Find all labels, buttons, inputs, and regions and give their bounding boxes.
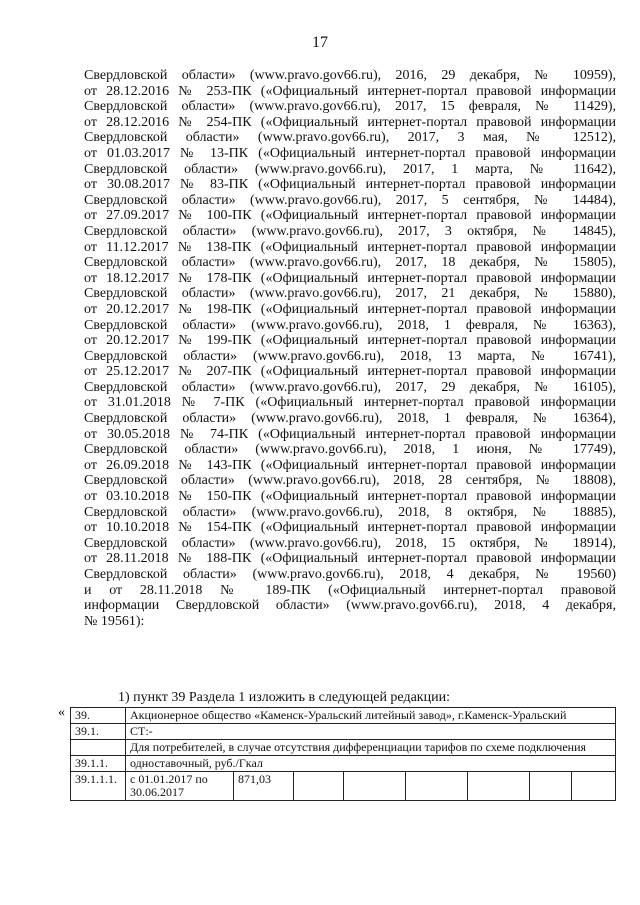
paragraph-line: Свердловской области» (www.pravo.gov66.ru), 2017, 21 декабря, № 15880), (84, 286, 616, 302)
empty-cell (406, 772, 468, 801)
paragraph-line: Свердловской области» (www.pravo.gov66.ru), 2017, 29 декабря, № 16105), (84, 379, 616, 395)
paragraph-line: Свердловской области» (www.pravo.gov66.ru), 2017, 18 декабря, № 15805), (84, 255, 616, 271)
paragraph-line: от 20.12.2017 № 199-ПК («Официальный интернет-портал правовой информации (84, 333, 616, 349)
paragraph-line: Свердловской области» (www.pravo.gov66.ru), 2018, 13 марта, № 16741), (84, 348, 616, 364)
paragraph-line: Свердловской области» (www.pravo.gov66.ru), 2018, 4 декабря, № 19560) (84, 567, 616, 582)
paragraph-line: Свердловской области» (www.pravo.gov66.ru), 2018, 1 июня, № 17749), (84, 442, 616, 458)
paragraph-line: от 25.12.2017 № 207-ПК («Официальный интернет-портал правовой информации (84, 364, 616, 380)
empty-cell (530, 772, 572, 801)
paragraph-line: № 19561): (84, 613, 145, 629)
empty-cell (344, 772, 406, 801)
tariff-period: с 01.01.2017 по 30.06.2017 (126, 772, 234, 801)
paragraph-line: Свердловской области» (www.pravo.gov66.ru), 2018, 15 октября, № 18914), (84, 535, 616, 551)
row-code-empty (71, 740, 126, 756)
paragraph-line: Свердловской области» (www.pravo.gov66.ru), 2018, 1 февраля, № 16364), (84, 411, 616, 427)
paragraph-line: от 20.12.2017 № 198-ПК («Официальный интернет-портал правовой информации (84, 301, 616, 317)
organization-name: Акционерное общество «Каменск-Уральский литейный завод», г.Каменск-Уральский (126, 708, 616, 724)
table-row (71, 772, 616, 801)
tariff-table (70, 707, 616, 801)
paragraph-line: информации Свердловской области» (www.pravo.gov66.ru), 2018, 4 декабря, (84, 598, 616, 614)
paragraph-line: Свердловской области» (www.pravo.gov66.ru), 2017, 1 марта, № 11642), (84, 161, 616, 177)
row-code: 39.1. (71, 724, 126, 740)
paragraph-line: от 03.10.2018 № 150-ПК («Официальный интернет-портал правовой информации (84, 489, 616, 505)
paragraph-line: от 31.01.2018 № 7-ПК («Официальный интернет-портал правовой информации (84, 395, 616, 411)
paragraph-line: от 28.11.2018 № 188-ПК («Официальный интернет-портал правовой информации (84, 551, 616, 567)
paragraph-line: от 27.09.2017 № 100-ПК («Официальный интернет-портал правовой информации (84, 208, 616, 224)
paragraph-line: от 28.12.2016 № 253-ПК («Официальный интернет-портал правовой информации (84, 83, 616, 99)
table-row (71, 740, 616, 756)
paragraph-line: от 30.08.2017 № 83-ПК («Официальный интернет-портал правовой информации (84, 177, 616, 193)
page-number: 17 (312, 34, 328, 51)
paragraph-line: от 11.12.2017 № 138-ПК («Официальный интернет-портал правовой информации (84, 239, 616, 255)
empty-cell (294, 772, 344, 801)
amendment-paragraph (84, 68, 616, 629)
amendment-item: 1) пункт 39 Раздела 1 изложить в следующей редакции: (118, 690, 450, 705)
tariff-type: одноставочный, руб./Гкал (126, 756, 616, 772)
paragraph-line: от 26.09.2018 № 143-ПК («Официальный интернет-портал правовой информации (84, 457, 616, 473)
paragraph-line: Свердловской области» (www.pravo.gov66.ru), 2018, 1 февраля, № 16363), (84, 317, 616, 333)
consumer-category: Для потребителей, в случае отсутствия дифференциации тарифов по схеме подключения (126, 740, 616, 756)
paragraph-line: от 18.12.2017 № 178-ПК («Официальный интернет-портал правовой информации (84, 270, 616, 286)
paragraph-line: от 10.10.2018 № 154-ПК («Официальный интернет-портал правовой информации (84, 520, 616, 536)
row-code: 39. (71, 708, 126, 724)
paragraph-line: Свердловской области» (www.pravo.gov66.ru), 2017, 15 февраля, № 11429), (84, 99, 616, 115)
paragraph-line: Свердловской области» (www.pravo.gov66.ru), 2018, 8 октября, № 18885), (84, 504, 616, 520)
empty-cell (572, 772, 616, 801)
paragraph-line: Свердловской области» (www.pravo.gov66.ru), 2018, 28 сентября, № 18808), (84, 473, 616, 489)
table-row (71, 708, 616, 724)
table-row (71, 756, 616, 772)
row-code: 39.1.1.1. (71, 772, 126, 801)
paragraph-line: Свердловской области» (www.pravo.gov66.ru), 2016, 29 декабря, № 10959), (84, 68, 616, 83)
paragraph-line: от 30.05.2018 № 74-ПК («Официальный интернет-портал правовой информации (84, 426, 616, 442)
tariff-value: 871,03 (234, 772, 294, 801)
paragraph-line: от 01.03.2017 № 13-ПК («Официальный интернет-портал правовой информации (84, 145, 616, 161)
empty-cell (468, 772, 530, 801)
table-row (71, 724, 616, 740)
system-label: СТ:- (126, 724, 616, 740)
row-code: 39.1.1. (71, 756, 126, 772)
paragraph-line: Свердловской области» (www.pravo.gov66.ru), 2017, 3 мая, № 12512), (84, 130, 616, 146)
paragraph-line: от 28.12.2016 № 254-ПК («Официальный интернет-портал правовой информации (84, 114, 616, 130)
paragraph-line: Свердловской области» (www.pravo.gov66.ru), 2017, 5 сентября, № 14484), (84, 192, 616, 208)
opening-quote-mark: « (58, 705, 65, 720)
paragraph-line: Свердловской области» (www.pravo.gov66.ru), 2017, 3 октября, № 14845), (84, 223, 616, 239)
paragraph-line: и от 28.11.2018 № 189-ПК («Официальный интернет-портал правовой (84, 582, 616, 598)
